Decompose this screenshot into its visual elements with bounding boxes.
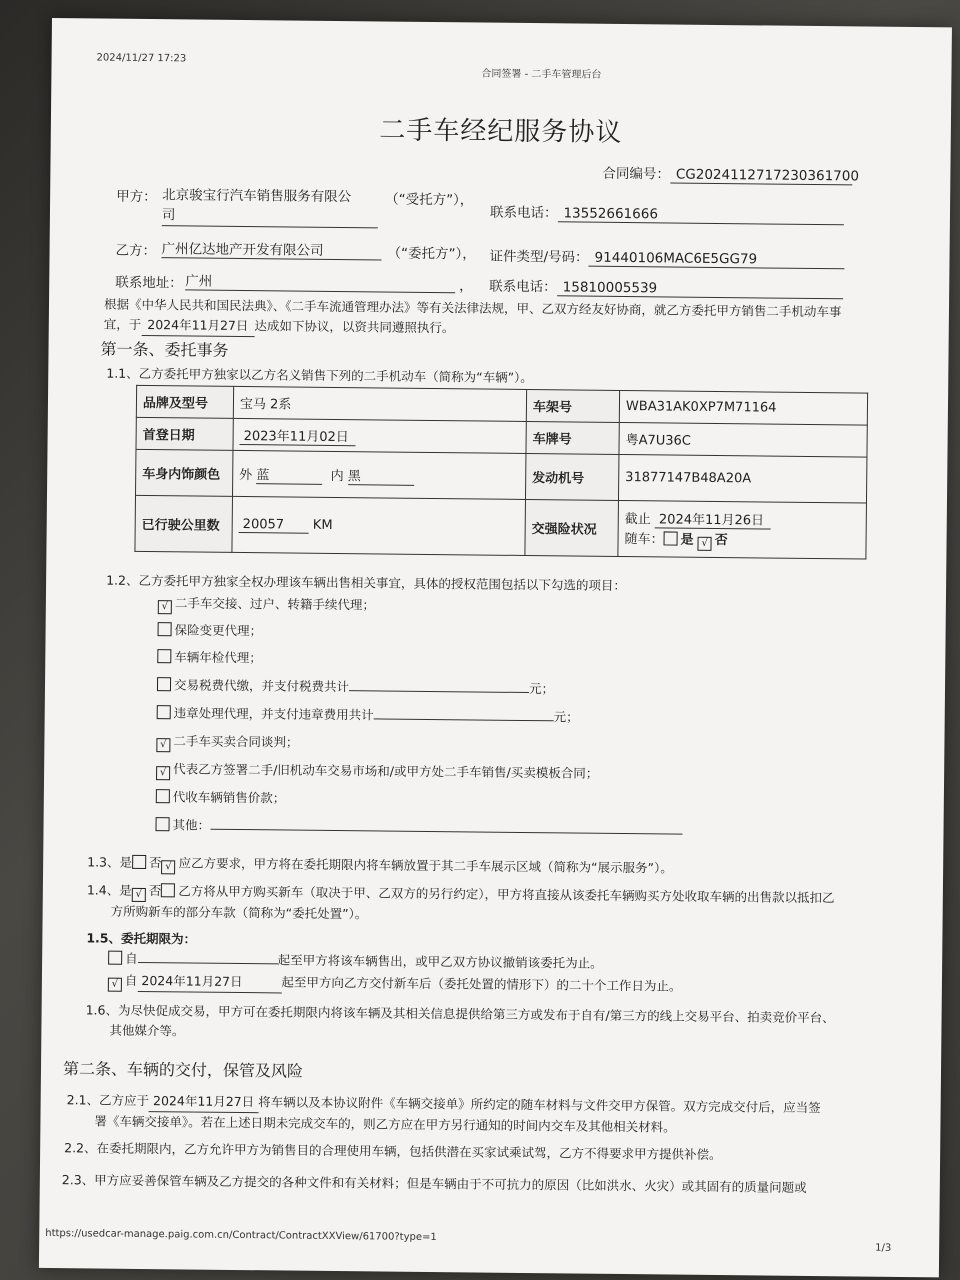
term-1-checkbox[interactable]	[108, 951, 122, 965]
auth-item: 其他：	[155, 815, 682, 839]
mileage-label: 已行驶公里数	[135, 495, 233, 552]
auth-item: 保险变更代理；	[158, 620, 263, 639]
contract-sheet	[39, 18, 952, 1277]
party-b-label: 乙方：	[115, 242, 157, 260]
auth-checkbox[interactable]	[158, 622, 172, 636]
clause-1-5: 1.5、委托期限为：	[86, 930, 197, 947]
mileage-value: 20057 KM	[232, 496, 526, 555]
footer-url: https://usedcar-manage.paig.com.cn/Contract/ContractXXView/61700?type=1	[45, 1227, 437, 1244]
first-reg-value: 2023年11月02日	[233, 418, 526, 453]
insurance-value: 截止 2024年11月26日 随车： 是 √ 否	[618, 500, 867, 559]
auth-checkbox[interactable]	[156, 789, 170, 803]
display-yes-checkbox[interactable]	[132, 855, 146, 869]
color-label: 车身内饰颜色	[136, 449, 233, 496]
auth-checkbox[interactable]	[157, 677, 171, 691]
party-b-id: 证件类型/号码： 91440106MAC6E5GG79	[489, 245, 844, 270]
print-page-title: 合同签署 - 二手车管理后台	[481, 68, 602, 81]
color-value: 外 蓝 内 黑	[233, 450, 526, 499]
party-b-role: （“委托方”），	[387, 245, 476, 263]
party-a-role: （“受托方”），	[385, 191, 474, 209]
clause-1-6: 1.6、为尽快促成交易，甲方可在委托期限内将该车辆及其相关信息提供给第三方或发布于自有/第三方的线上交易平台、拍卖竞价平台、 其他媒介等。	[85, 1002, 835, 1039]
auth-item: 代收车辆销售价款；	[156, 787, 286, 806]
clause-2-3: 2.3、甲方应妥善保管车辆及乙方提交的各种文件和有关材料；但是车辆由于不可抗力的原因（比如洪水、火灾）或其固有的质量问题或	[61, 1172, 807, 1195]
vin-value: WBA31AK0XP7M71164	[619, 390, 867, 425]
party-a-name: 北京骏宝行汽车销售服务有限公 司	[162, 185, 378, 228]
section-2-title: 第二条、车辆的交付，保管及风险	[62, 1059, 304, 1081]
address-value: 广州	[185, 269, 455, 293]
party-a-label: 甲方：	[116, 188, 157, 206]
first-reg-label: 首登日期	[136, 417, 233, 450]
brand-value: 宝马 2系	[233, 386, 526, 421]
auth-item: 交易税费代缴，并支付税费共计 元；	[157, 675, 554, 697]
auth-item: √ 代表乙方签署二手/旧机动车交易市场和/或甲方处二手车销售/买卖模板合同；	[156, 759, 598, 785]
clause-1-4: 1.4、是 √ 否 乙方将从甲方购买新车（取决于甲、乙双方的另行约定），甲方将直接从该委托车辆购买方处收取车辆的出售款以抵扣乙 方所购新车的部分车款（简称为“委托处置”）。	[86, 882, 835, 922]
party-b-phone: 联系电话： 15810005539	[489, 275, 843, 300]
party-b-name: 广州亿达地产开发有限公司	[161, 237, 381, 260]
brand-label: 品牌及型号	[136, 385, 233, 418]
auth-item: 违章处理代理，并支付违章费用共计 元；	[157, 703, 579, 725]
auth-checkbox[interactable]	[155, 817, 169, 831]
contract-no: 合同编号： CG2024112717230361700	[602, 165, 860, 185]
clause-1-2: 1.2、乙方委托甲方独家全权办理该车辆出售相关事宜，具体的授权范围包括以下勾选的项目：	[106, 572, 627, 594]
disposal-no-checkbox[interactable]	[161, 883, 175, 897]
plate-label: 车牌号	[526, 421, 619, 454]
term-2-checkbox[interactable]: √	[108, 978, 122, 992]
vehicle-info-table	[134, 385, 868, 560]
auth-checkbox[interactable]: √	[158, 600, 172, 614]
auth-checkbox[interactable]: √	[156, 766, 170, 780]
display-no-checkbox[interactable]: √	[161, 860, 175, 874]
auth-checkbox[interactable]: √	[156, 738, 170, 752]
engine-value: 31877147B48A20A	[618, 454, 866, 503]
auth-checkbox[interactable]	[157, 649, 171, 663]
address-label: 联系地址：	[115, 274, 183, 292]
section-1-title: 第一条、委托事务	[100, 339, 229, 360]
disposal-yes-checkbox[interactable]: √	[132, 888, 146, 902]
term-option-1: 自 起至甲方将该车辆售出，或甲乙双方协议撤销该委托为止。	[108, 949, 603, 974]
term-option-2: √ 自 2024年11月27日 起至甲方向乙方交付新车后（委托处置的情形下）的二十个工作日为止。	[108, 971, 682, 998]
clause-2-2: 2.2、在委托期限内，乙方允许甲方为销售目的合理使用车辆，包括供潜在买家试乘试驾，乙方不得要求甲方提供补偿。	[64, 1140, 722, 1163]
intro-paragraph: 根据《中华人民共和国民法典》、《二手车流通管理办法》等有关法律法规，甲、乙双方经友好协商，就乙方委托甲方销售二手机动车事 宜，于 2024年11月27日 达成如下协议，以资共同遵照执行。	[103, 296, 842, 336]
with-car-yes-checkbox[interactable]	[664, 531, 678, 545]
auth-item: √ 二手车买卖合同谈判；	[156, 731, 298, 753]
auth-checkbox[interactable]	[157, 705, 171, 719]
with-car-no-checkbox[interactable]: √	[698, 536, 712, 550]
document-title: 二手车经纪服务协议	[379, 115, 623, 148]
vin-label: 车架号	[526, 389, 619, 422]
clause-1-3: 1.3、是 否 √ 应乙方要求，甲方将在委托期限内将车辆放置于其二手车展示区域（简称为“展示服务”）。	[87, 854, 673, 876]
clause-2-1: 2.1、乙方应于 2024年11月27日 将车辆以及本协议附件《车辆交接单》所约定的随车材料与文件交甲方保管。双方完成交付后，应当签 署《车辆交接单》。若在上述日期未完成交车的，则乙方应在甲方另行通知的时间内交车及其他相关材料。	[66, 1092, 821, 1135]
print-datetime: 2024/11/27 17:23	[96, 52, 187, 65]
party-a-phone: 联系电话： 13552661666	[490, 201, 844, 226]
insurance-label: 交强险状况	[525, 499, 619, 556]
engine-label: 发动机号	[525, 453, 618, 500]
auth-item: 车辆年检代理；	[157, 647, 262, 666]
page-number: 1/3	[875, 1242, 892, 1254]
auth-item: √ 二手车交接、过户、转籍手续代理；	[158, 593, 375, 616]
plate-value: 粤A7U36C	[619, 422, 867, 457]
address-comma: ，	[459, 278, 473, 295]
clause-1-1: 1.1、乙方委托甲方独家以乙方名义销售下列的二手机动车（简称为“车辆”）。	[106, 365, 533, 386]
